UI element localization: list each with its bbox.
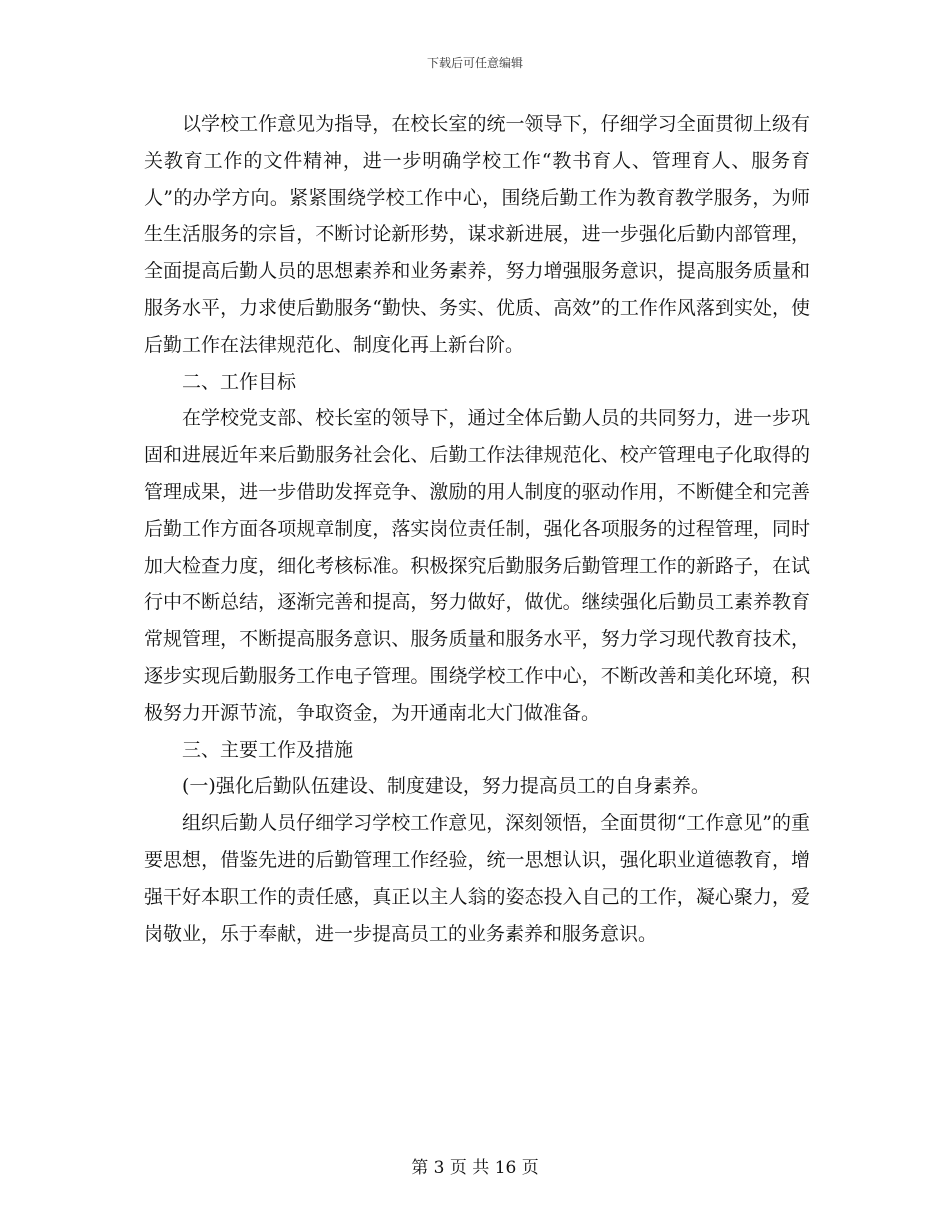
section-heading-measures: 三、主要工作及措施 <box>182 738 354 761</box>
paragraph-team: 组织后勤人员仔细学习学校工作意见，深刻领悟，全面贯彻“工作意见”的重要思想，借鉴先进的后勤管理工作经验，统一思想认识，强化职业道德教育，增强干好本职工作的责任感，真正以主人翁的姿态投入自己的工作，凝心聚力，爱岗敬业，乐于奉献，进一步提高员工的业务素养和服务意识。 <box>144 812 810 945</box>
subsection-heading-team: (一)强化后勤队伍建设、制度建设，努力提高员工的自身素养。 <box>182 775 710 798</box>
page-footer: 第 3 页 共 16 页 <box>411 1158 539 1178</box>
section-heading-goals: 二、工作目标 <box>182 370 297 393</box>
paragraph-guidance: 以学校工作意见为指导，在校长室的统一领导下，仔细学习全面贯彻上级有关教育工作的文件精神，进一步明确学校工作“教书育人、管理育人、服务育人”的办学方向。紧紧围绕学校工作中心，围绕后勤工作为教育教学服务，为师生生活服务的宗旨，不断讨论新形势，谋求新进展，进一步强化后勤内部管理，全面提高后勤人员的思想素养和业务素养，努力增强服务意识，提高服务质量和服务水平，力求使后勤服务“勤快、务实、优质、高效”的工作作风落到实处，使后勤工作在法律规范化、制度化再上新台阶。 <box>144 113 810 356</box>
page-header: 下载后可任意编辑 <box>426 56 523 70</box>
document-body <box>144 106 810 952</box>
paragraph-goals: 在学校党支部、校长室的领导下，通过全体后勤人员的共同努力，进一步巩固和进展近年来后勤服务社会化、后勤工作法律规范化、校产管理电子化取得的管理成果，进一步借助发挥竞争、激励的用人制度的驱动作用，不断健全和完善后勤工作方面各项规章制度，落实岗位责任制，强化各项服务的过程管理，同时加大检查力度，细化考核标准。积极探究后勤服务后勤管理工作的新路子，在试行中不断总结，逐渐完善和提高，努力做好，做优。继续强化后勤员工素养教育常规管理，不断提高服务意识、服务质量和服务水平，努力学习现代教育技术，逐步实现后勤服务工作电子管理。围绕学校工作中心，不断改善和美化环境，积极努力开源节流，争取资金，为开通南北大门做准备。 <box>144 407 810 724</box>
